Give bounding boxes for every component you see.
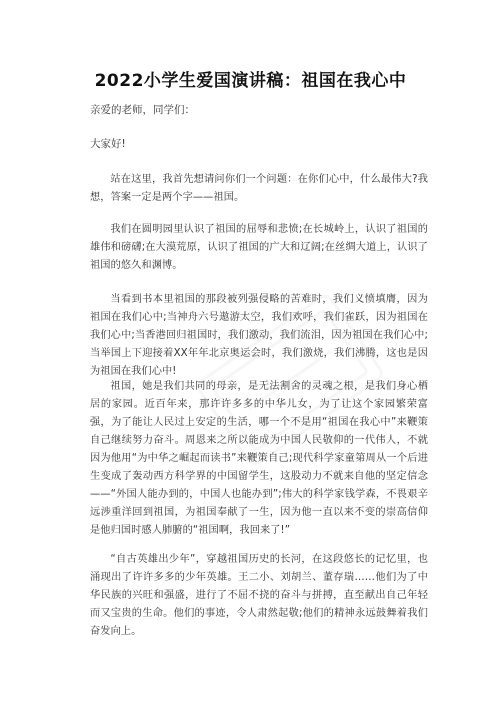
- paragraph-2: 我们在圆明园里认识了祖国的屈辱和悲愤;在长城岭上，认识了祖国的雄伟和磅礴;在大漠荒原，认识了祖国的广大和辽阔;在丝绸大道上，认识了祖国的悠久和渊博。: [90, 224, 428, 271]
- paragraph-5: “自古英雄出少年”，穿越祖国历史的长河，在这段悠长的记忆里，也涌现出了许许多多的少年英雄。王二小、刘胡兰、董存瑞……他们为了中华民族的兴旺和强盛，进行了不屈不挠的奋斗与拼搏，直至献出自己年轻而又宝贵的生命。他们的事迹，令人肃然起敬;他们的精神永远鼓舞着我们奋发向上。: [90, 554, 428, 637]
- greeting: 大家好!: [90, 138, 126, 150]
- paragraph-1: 站在这里，我首先想请问你们一个问题：在你们心中，什么最伟大?我想，答案一定是两个字——祖国。: [90, 174, 428, 203]
- page-title: 2022小学生爱国演讲稿：祖国在我心中: [94, 71, 407, 91]
- paragraph-3: 当看到书本里祖国的那段被列强侵略的苦难时，我们义愤填膺，因为祖国在我们心中;当神舟六号遨游太空，我们欢呼，我们雀跃，因为祖国在我们心中;当香港回归祖国时，我们激动，我们流泪，因为祖国在我们心中;当举国上下迎接着XX年年北京奥运会时，我们激烧，我们沸腾，这也是因为祖国在我们心中!: [90, 294, 428, 377]
- paragraph-4: 祖国，她是我们共同的母亲，是无法割舍的灵魂之根，是我们身心栖居的家园。近百年来，那许许多多的中华儿女，为了让这个家园繁荣富强，为了能让人民过上安定的生活，哪一个不是用“祖国在我心中”来鞭策自己继续努力奋斗。周恩来之所以能成为中国人民敬仰的一代伟人，不就因为他用“为中华之崛起而读书”来鞭策自己;现代科学家童第周从一个后进生变成了轰动西方科学界的中国留学生，这股动力不就来自他的坚定信念——“外国人能办到的，中国人也能办到”;伟大的科学家钱学森，不畏艰辛远涉重洋回到祖国，为祖国奉献了一生，因为他一直以来不变的崇高信仰是他归国时感人肺腑的“祖国啊，我回来了!”: [90, 381, 428, 536]
- salutation: 亲爱的老师，同学们：: [90, 104, 195, 116]
